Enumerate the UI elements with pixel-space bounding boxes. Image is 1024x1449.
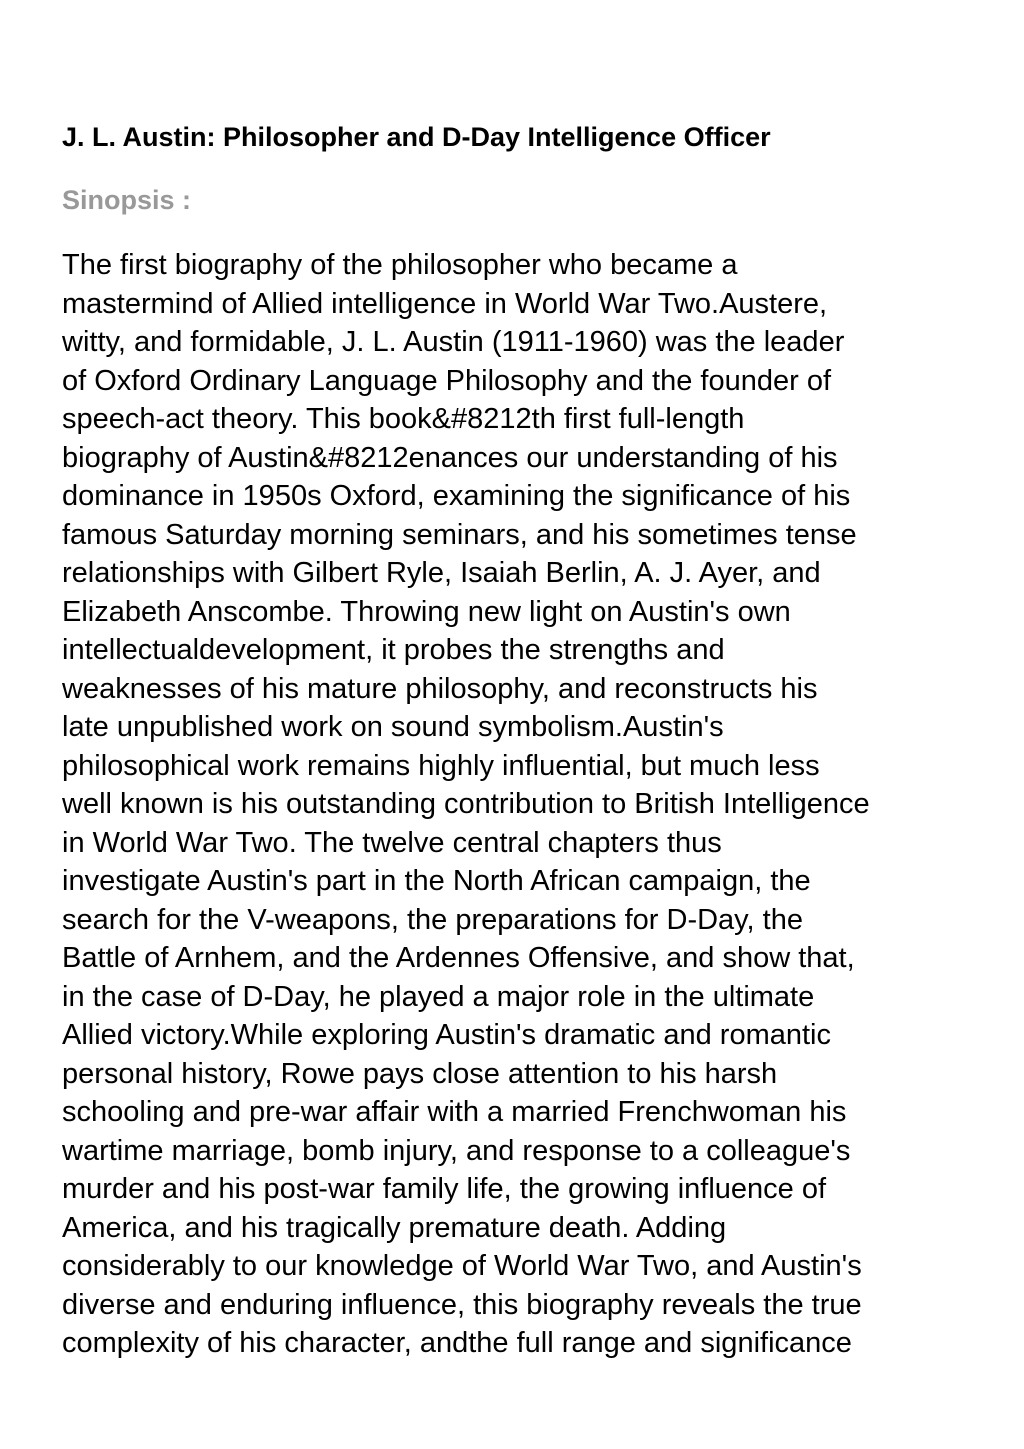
body-line: Elizabeth Anscombe. Throwing new light on Austin's own [62, 595, 791, 628]
body-line: investigate Austin's part in the North African campaign, the [62, 865, 811, 897]
body-line: The first biography of the philosopher who became a [62, 249, 738, 281]
body-line: considerably to our knowledge of World War Two, and Austin's [62, 1250, 862, 1282]
body-line: weaknesses of his mature philosophy, and reconstructs his [62, 672, 818, 705]
body-line: Battle of Arnhem, and the Ardennes Offensive, and show that, [62, 942, 855, 974]
body-line: diverse and enduring influence, this biography reveals the true [62, 1288, 862, 1321]
body-line: biography of Austin&#8212enances our understanding of his [62, 441, 838, 474]
body-line: wartime marriage, bomb injury, and response to a colleague's [62, 1134, 851, 1167]
body-line: in the case of D-Day, he played a major role in the ultimate [62, 980, 815, 1013]
body-line: Allied victory.While exploring Austin's dramatic and romantic [62, 1019, 831, 1051]
body-line: America, and his tragically premature death. Adding [62, 1211, 727, 1244]
body-line: complexity of his character, andthe full range and significance [62, 1327, 852, 1359]
synopsis-body [62, 246, 972, 1363]
body-line: relationships with Gilbert Ryle, Isaiah Berlin, A. J. Ayer, and [62, 557, 821, 589]
body-line: speech-act theory. This book&#8212th first full-length [62, 403, 745, 435]
body-line: murder and his post-war family life, the growing influence of [62, 1173, 827, 1205]
body-line: dominance in 1950s Oxford, examining the significance of his [62, 480, 851, 512]
body-line: intellectualdevelopment, it probes the strengths and [62, 634, 725, 666]
document-title: J. L. Austin: Philosopher and D-Day Intelligence Officer [62, 122, 771, 152]
body-line: witty, and formidable, J. L. Austin (1911-1960) was the leader [62, 326, 845, 358]
body-line: search for the V-weapons, the preparations for D-Day, the [62, 903, 803, 936]
body-line: in World War Two. The twelve central chapters thus [62, 826, 722, 859]
body-line: personal history, Rowe pays close attention to his harsh [62, 1057, 778, 1090]
body-line: mastermind of Allied intelligence in World War Two.Austere, [62, 287, 828, 320]
body-line: of Oxford Ordinary Language Philosophy and the founder of [62, 364, 832, 397]
synopsis-label: Sinopsis : [62, 185, 192, 215]
body-line: philosophical work remains highly influential, but much less [62, 749, 820, 782]
body-line: well known is his outstanding contribution to British Intelligence [62, 788, 870, 820]
body-line: famous Saturday morning seminars, and his sometimes tense [62, 518, 857, 551]
body-line: late unpublished work on sound symbolism.Austin's [62, 711, 724, 743]
body-line: schooling and pre-war affair with a married Frenchwoman his [62, 1096, 847, 1128]
